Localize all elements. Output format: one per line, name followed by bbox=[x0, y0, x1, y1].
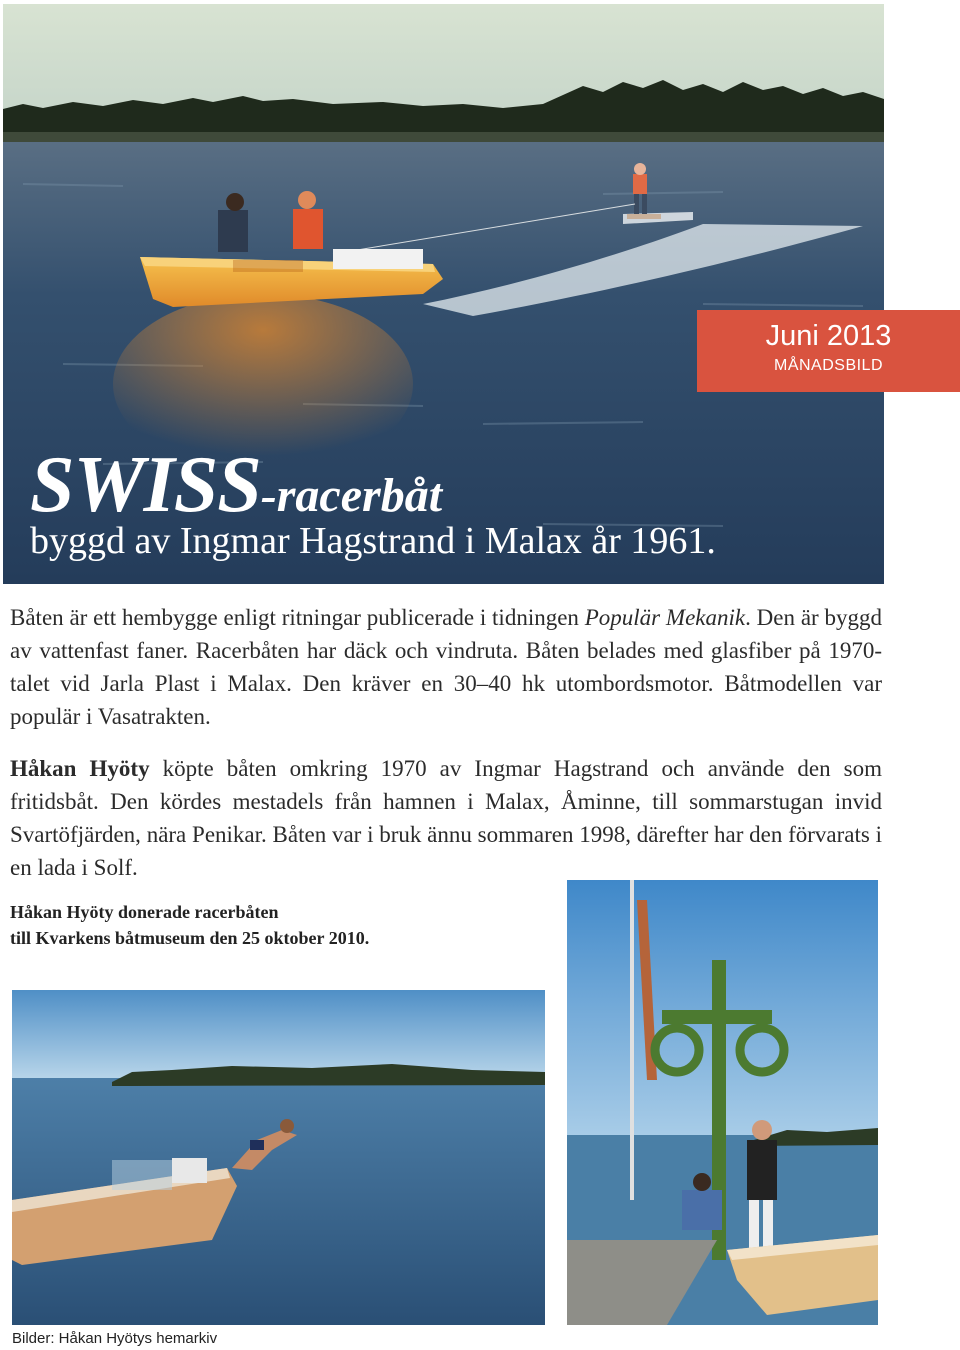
paragraph-history bbox=[10, 601, 882, 733]
badge-label: MÅNADSBILD bbox=[773, 357, 884, 374]
month-badge bbox=[697, 310, 960, 392]
badge-month: Juni 2013 bbox=[765, 320, 892, 352]
title-main: SWISS bbox=[30, 441, 261, 529]
photo-maypole bbox=[567, 880, 878, 1325]
title-suffix: -racerbåt bbox=[260, 469, 443, 522]
p2-text: köpte båten omkring 1970 av Ingmar Hagstrand och använde den som fritidsbåt. Den kördes mestadels från hamnen i Malax, Åminne, till sommarstugan invid Svartöfjärden, nära Penikar. Båten var i bruk ännu sommaren 1998, därefter har den förvarats i en lada i Solf. bbox=[10, 756, 882, 880]
owner-name: Håkan Hyöty bbox=[10, 756, 150, 781]
photo-diver bbox=[12, 990, 545, 1325]
photo-credit: Bilder: Håkan Hyötys hemarkiv bbox=[12, 1330, 218, 1347]
page-subtitle: byggd av Ingmar Hagstrand i Malax år 1961. bbox=[30, 520, 716, 562]
donation-line-2: till Kvarkens båtmuseum den 25 oktober 2010. bbox=[10, 928, 370, 948]
donation-line-1: Håkan Hyöty donerade racerbåten bbox=[10, 902, 279, 922]
donation-note bbox=[10, 899, 369, 951]
paragraph-owner bbox=[10, 752, 882, 884]
p1-text-b: . Den är byggd av vattenfast faner. Racerbåten har däck och vindruta. Båten belades med glasfiber på 1970-talet vid Jarla Plast i Malax. Den kräver en 30–40 hk utombordsmotor. Båtmodellen var populär i Vasatrakten. bbox=[10, 605, 882, 729]
page-title bbox=[30, 440, 442, 531]
p1-text-a: Båten är ett hembygge enligt ritningar publicerade i tidningen bbox=[10, 605, 585, 630]
magazine-name: Populär Mekanik bbox=[584, 605, 746, 630]
